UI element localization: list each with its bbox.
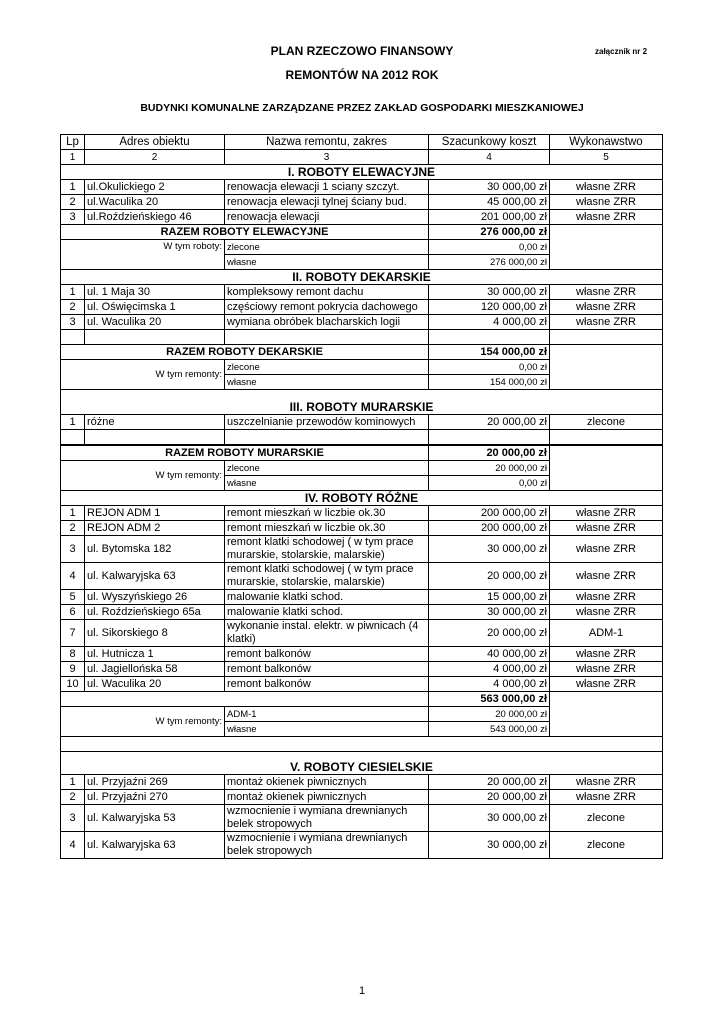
row-cost: 4 000,00 zł	[429, 315, 550, 330]
row-address: ul. 1 Maja 30	[85, 285, 225, 300]
row-address: ul. Bytomska 182	[85, 536, 225, 563]
table-row	[61, 677, 663, 692]
column-header-row	[61, 135, 663, 150]
row-address: ul. Kalwaryjska 63	[85, 832, 225, 859]
row-address: ul.Roździeńskiego 46	[85, 210, 225, 225]
row-address: ul. Sikorskiego 8	[85, 620, 225, 647]
table-row	[61, 300, 663, 315]
table-row	[61, 506, 663, 521]
table-row	[61, 662, 663, 677]
row-contractor: własne ZRR	[550, 210, 663, 225]
section-header	[61, 270, 663, 285]
row-lp: 9	[61, 662, 85, 677]
row-lp: 2	[61, 195, 85, 210]
row-contractor: zlecone	[550, 415, 663, 430]
split-ext-label: ADM-1	[225, 707, 429, 722]
blank-row	[61, 430, 663, 446]
section-total-row	[61, 692, 663, 707]
row-lp: 3	[61, 805, 85, 832]
row-contractor: własne ZRR	[550, 506, 663, 521]
row-lp: 4	[61, 832, 85, 859]
split-label: W tym remonty:	[61, 707, 225, 737]
section-total-row	[61, 225, 663, 240]
document-subtitle: REMONTÓW NA 2012 ROK	[285, 68, 439, 82]
split-label: W tym roboty:	[61, 240, 225, 270]
row-cost: 120 000,00 zł	[429, 300, 550, 315]
table-row	[61, 180, 663, 195]
row-name: częściowy remont pokrycia dachowego	[225, 300, 429, 315]
row-name: renowacja elewacji 1 sciany szczyt.	[225, 180, 429, 195]
split-label: W tym remonty:	[61, 461, 225, 491]
row-cost: 30 000,00 zł	[429, 285, 550, 300]
split-own-label: własne	[225, 375, 429, 390]
blank-row	[61, 330, 663, 345]
row-address: ul. Przyjaźni 269	[85, 775, 225, 790]
plan-table	[60, 134, 663, 859]
split-own-value: 0,00 zł	[429, 476, 550, 491]
row-address: ul. Oświęcimska 1	[85, 300, 225, 315]
row-name: wzmocnienie i wymiana drewnianych belek stropowych	[225, 832, 429, 859]
table-row	[61, 536, 663, 563]
row-name: kompleksowy remont dachu	[225, 285, 429, 300]
row-address: ul. Kalwaryjska 63	[85, 563, 225, 590]
row-lp: 2	[61, 521, 85, 536]
row-cost: 30 000,00 zł	[429, 180, 550, 195]
row-lp: 1	[61, 415, 85, 430]
total-value: 276 000,00 zł	[429, 225, 550, 240]
row-contractor: własne ZRR	[550, 536, 663, 563]
row-address: ul. Przyjaźni 270	[85, 790, 225, 805]
row-address: REJON ADM 2	[85, 521, 225, 536]
row-address: REJON ADM 1	[85, 506, 225, 521]
row-address: ul. Jagiellońska 58	[85, 662, 225, 677]
row-contractor: własne ZRR	[550, 180, 663, 195]
section-title: III. ROBOTY MURARSKIE	[61, 400, 663, 415]
split-own-label: własne	[225, 476, 429, 491]
row-lp: 2	[61, 790, 85, 805]
blank-row	[61, 737, 663, 752]
split-own-label: własne	[225, 722, 429, 737]
section-total-row	[61, 445, 663, 461]
section-header	[61, 752, 663, 775]
page-number: 1	[358, 985, 366, 997]
row-name: uszczelnianie przewodów kominowych	[225, 415, 429, 430]
table-row	[61, 647, 663, 662]
row-name: malowanie klatki schod.	[225, 590, 429, 605]
row-address: ul. Waculika 20	[85, 315, 225, 330]
section-title: V. ROBOTY CIESIELSKIE	[61, 752, 663, 775]
table-row	[61, 790, 663, 805]
row-name: remont balkonów	[225, 662, 429, 677]
split-ext-label: zlecone	[225, 240, 429, 255]
row-contractor: własne ZRR	[550, 315, 663, 330]
col-number: 5	[550, 150, 663, 165]
split-own-value: 154 000,00 zł	[429, 375, 550, 390]
row-cost: 30 000,00 zł	[429, 536, 550, 563]
row-lp: 7	[61, 620, 85, 647]
row-contractor: zlecone	[550, 832, 663, 859]
row-contractor: własne ZRR	[550, 662, 663, 677]
split-ext-label: zlecone	[225, 461, 429, 476]
row-lp: 1	[61, 775, 85, 790]
row-lp: 4	[61, 563, 85, 590]
total-value: 20 000,00 zł	[429, 445, 550, 461]
row-cost: 4 000,00 zł	[429, 662, 550, 677]
section-title: IV. ROBOTY RÓŻNE	[61, 491, 663, 506]
row-address: ul. Hutnicza 1	[85, 647, 225, 662]
column-number-row	[61, 150, 663, 165]
row-cost: 20 000,00 zł	[429, 415, 550, 430]
section-title: II. ROBOTY DEKARSKIE	[61, 270, 663, 285]
row-address: ul.Waculika 20	[85, 195, 225, 210]
row-cost: 30 000,00 zł	[429, 605, 550, 620]
split-ext-value: 0,00 zł	[429, 240, 550, 255]
row-name: malowanie klatki schod.	[225, 605, 429, 620]
split-ext-label: zlecone	[225, 360, 429, 375]
table-row	[61, 805, 663, 832]
col-address: Adres obiektu	[85, 135, 225, 150]
row-name: renowacja elewacji tylnej ściany bud.	[225, 195, 429, 210]
table-row	[61, 210, 663, 225]
col-number: 1	[61, 150, 85, 165]
row-contractor: własne ZRR	[550, 647, 663, 662]
row-cost: 20 000,00 zł	[429, 620, 550, 647]
table-row	[61, 415, 663, 430]
table-row	[61, 521, 663, 536]
total-label: RAZEM ROBOTY DEKARSKIE	[61, 345, 429, 360]
row-cost: 20 000,00 zł	[429, 563, 550, 590]
table-row	[61, 285, 663, 300]
split-label: W tym remonty:	[61, 360, 225, 390]
row-lp: 1	[61, 285, 85, 300]
row-contractor: zlecone	[550, 805, 663, 832]
total-label: RAZEM ROBOTY ELEWACYJNE	[61, 225, 429, 240]
total-value: 563 000,00 zł	[429, 692, 550, 707]
row-name: remont klatki schodowej ( w tym prace murarskie, stolarskie, malarskie)	[225, 563, 429, 590]
row-cost: 20 000,00 zł	[429, 790, 550, 805]
row-cost: 30 000,00 zł	[429, 832, 550, 859]
row-address: ul. Waculika 20	[85, 677, 225, 692]
row-address: ul.Okulickiego 2	[85, 180, 225, 195]
split-own-value: 543 000,00 zł	[429, 722, 550, 737]
row-lp: 3	[61, 536, 85, 563]
row-name: montaż okienek piwnicznych	[225, 790, 429, 805]
split-ext-value: 0,00 zł	[429, 360, 550, 375]
row-lp: 3	[61, 315, 85, 330]
row-contractor: własne ZRR	[550, 563, 663, 590]
row-address: ul. Roździeńskiego 65a	[85, 605, 225, 620]
row-cost: 40 000,00 zł	[429, 647, 550, 662]
table-row	[61, 590, 663, 605]
row-lp: 10	[61, 677, 85, 692]
col-lp: Lp	[61, 135, 85, 150]
row-cost: 45 000,00 zł	[429, 195, 550, 210]
section-header	[61, 400, 663, 415]
split-own-value: 276 000,00 zł	[429, 255, 550, 270]
split-ext-value: 20 000,00 zł	[429, 707, 550, 722]
table-row	[61, 563, 663, 590]
table-row	[61, 620, 663, 647]
row-name: renowacja elewacji	[225, 210, 429, 225]
row-lp: 6	[61, 605, 85, 620]
row-address: ul. Kalwaryjska 53	[85, 805, 225, 832]
split-ext-value: 20 000,00 zł	[429, 461, 550, 476]
document-scope: BUDYNKI KOMUNALNE ZARZĄDZANE PRZEZ ZAKŁAD GOSPODARKI MIESZKANIOWEJ	[140, 102, 584, 114]
row-lp: 2	[61, 300, 85, 315]
row-cost: 30 000,00 zł	[429, 805, 550, 832]
row-contractor: własne ZRR	[550, 605, 663, 620]
row-cost: 15 000,00 zł	[429, 590, 550, 605]
table-row	[61, 195, 663, 210]
row-lp: 1	[61, 180, 85, 195]
row-contractor: własne ZRR	[550, 285, 663, 300]
row-cost: 20 000,00 zł	[429, 775, 550, 790]
row-name: remont mieszkań w liczbie ok.30	[225, 521, 429, 536]
col-number: 3	[225, 150, 429, 165]
total-value: 154 000,00 zł	[429, 345, 550, 360]
row-contractor: własne ZRR	[550, 677, 663, 692]
table-row	[61, 775, 663, 790]
row-address: ul. Wyszyńskiego 26	[85, 590, 225, 605]
split-own-label: własne	[225, 255, 429, 270]
row-cost: 4 000,00 zł	[429, 677, 550, 692]
row-name: remont mieszkań w liczbie ok.30	[225, 506, 429, 521]
row-cost: 201 000,00 zł	[429, 210, 550, 225]
table-row	[61, 605, 663, 620]
section-header	[61, 491, 663, 506]
row-contractor: własne ZRR	[550, 775, 663, 790]
row-contractor: ADM-1	[550, 620, 663, 647]
section-total-row	[61, 345, 663, 360]
row-name: wykonanie instal. elektr. w piwnicach (4 klatki)	[225, 620, 429, 647]
row-cost: 200 000,00 zł	[429, 521, 550, 536]
row-contractor: własne ZRR	[550, 790, 663, 805]
section-title: I. ROBOTY ELEWACYJNE	[61, 165, 663, 180]
row-lp: 8	[61, 647, 85, 662]
row-name: remont balkonów	[225, 647, 429, 662]
col-name: Nazwa remontu, zakres	[225, 135, 429, 150]
row-contractor: własne ZRR	[550, 590, 663, 605]
section-header	[61, 165, 663, 180]
row-name: remont balkonów	[225, 677, 429, 692]
annex-label: załącznik nr 2	[595, 47, 648, 56]
row-lp: 1	[61, 506, 85, 521]
table-row	[61, 832, 663, 859]
row-cost: 200 000,00 zł	[429, 506, 550, 521]
document-title: PLAN RZECZOWO FINANSOWY	[270, 44, 454, 58]
row-name: remont klatki schodowej ( w tym prace murarskie, stolarskie, malarskie)	[225, 536, 429, 563]
col-number: 4	[429, 150, 550, 165]
row-contractor: własne ZRR	[550, 521, 663, 536]
row-name: montaż okienek piwnicznych	[225, 775, 429, 790]
row-address: różne	[85, 415, 225, 430]
row-name: wzmocnienie i wymiana drewnianych belek stropowych	[225, 805, 429, 832]
row-name: wymiana obróbek blacharskich logii	[225, 315, 429, 330]
total-label: RAZEM ROBOTY MURARSKIE	[61, 445, 429, 461]
col-cost: Szacunkowy koszt	[429, 135, 550, 150]
row-contractor: własne ZRR	[550, 300, 663, 315]
row-contractor: własne ZRR	[550, 195, 663, 210]
blank-row	[61, 390, 663, 401]
row-lp: 5	[61, 590, 85, 605]
col-number: 2	[85, 150, 225, 165]
table-row	[61, 315, 663, 330]
row-lp: 3	[61, 210, 85, 225]
col-contractor: Wykonawstwo	[550, 135, 663, 150]
